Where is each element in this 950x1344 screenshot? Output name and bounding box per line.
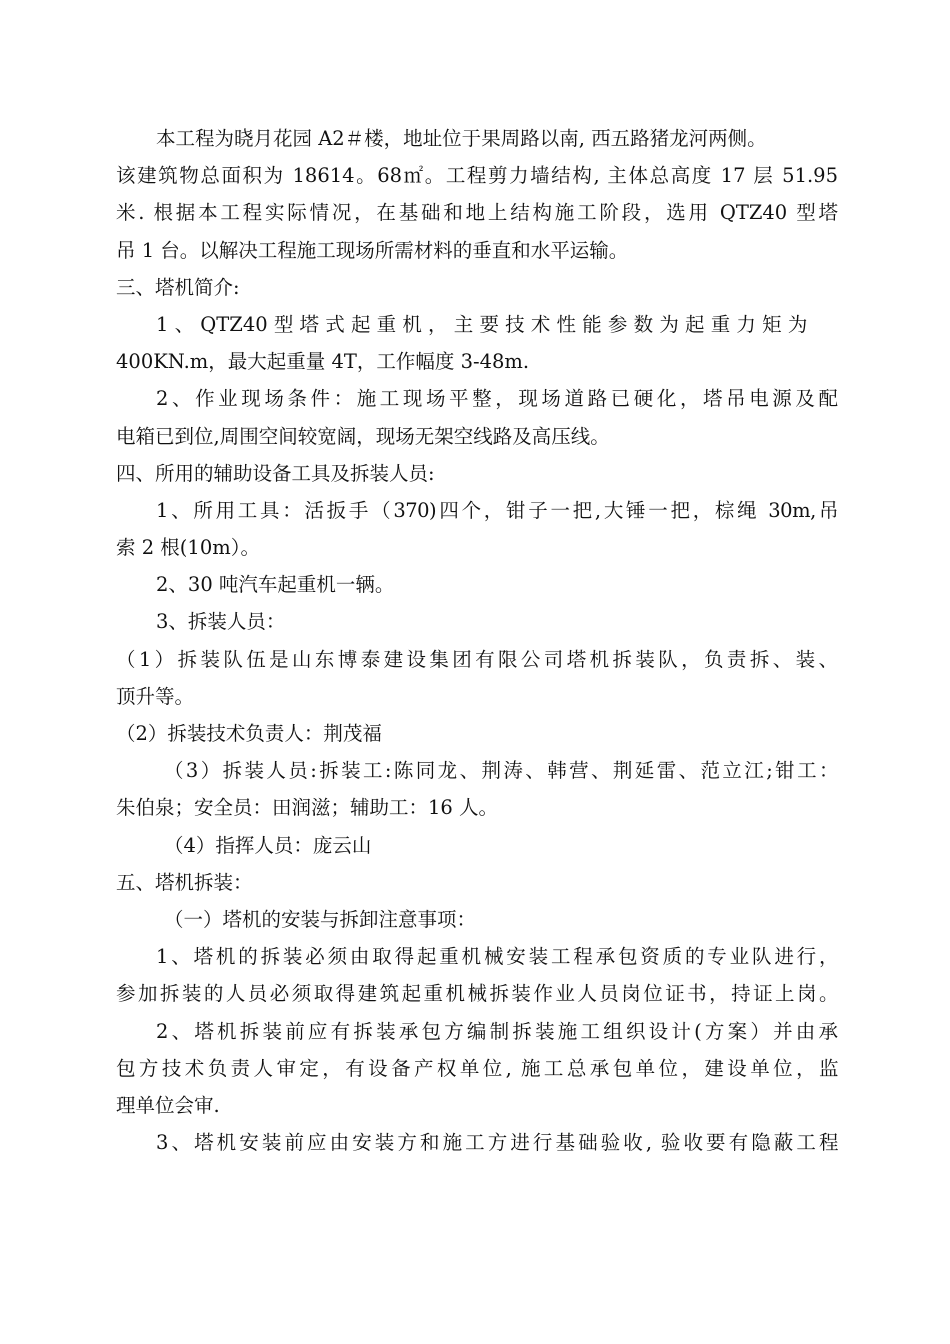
paragraph-line: 2、作业现场条件：施工现场平整，现场道路已硬化，塔吊电源及配 (156, 387, 838, 411)
paragraph-line: 顶升等。 (116, 684, 195, 708)
paragraph-line: 参加拆装的人员必须取得建筑起重机械拆装作业人员岗位证书，持证上岗。 (116, 982, 838, 1006)
paragraph-line: 2、30 吨汽车起重机一辆。 (156, 573, 395, 597)
paragraph-line: 3、塔机安装前应由安装方和施工方进行基础验收, 验收要有隐蔽工程 (156, 1131, 838, 1155)
paragraph-line: （4）指挥人员：庞云山 (164, 833, 372, 857)
paragraph-line: 理单位会审. (116, 1093, 220, 1117)
paragraph-line: 朱伯泉；安全员：田润滋；辅助工：16 人。 (116, 796, 499, 820)
section-heading: 五、塔机拆装： (116, 870, 253, 894)
paragraph-line: 2、塔机拆装前应有拆装承包方编制拆装施工组织设计(方案）并由承 (156, 1019, 838, 1043)
section-heading: 三、塔机简介: (116, 275, 240, 299)
paragraph-line: 吊 1 台。以解决工程施工现场所需材料的垂直和水平运输。 (116, 238, 629, 262)
paragraph-line: （3）拆装人员:拆装工:陈同龙、荆涛、韩营、荆延雷、范立江;钳工： (164, 759, 838, 783)
subsection-heading: （一）塔机的安装与拆卸注意事项： (164, 907, 477, 931)
paragraph-line: （2）拆装技术负责人：荆茂福 (116, 722, 382, 745)
paragraph-line: 400KN.m，最大起重量 4T，工作幅度 3-48m. (116, 350, 530, 374)
paragraph-line: 米. 根据本工程实际情况，在基础和地上结构施工阶段，选用 QTZ40 型塔 (116, 201, 838, 225)
paragraph-line: 本工程为晓月花园 A2＃楼，地址位于果周路以南, 西五路猪龙河两侧。 (156, 127, 767, 150)
paragraph-line: 索 2 根(10m）。 (116, 536, 260, 560)
section-heading: 四、所用的辅助设备工具及拆装人员: (116, 461, 435, 485)
paragraph-line: 1 、 QTZ40 型 塔 式 起 重 机 ， 主 要 技 术 性 能 参 数 为 起 重 力 矩 为 (156, 312, 808, 336)
paragraph-line: （1）拆装队伍是山东博泰建设集团有限公司塔机拆装队，负责拆、装、 (116, 647, 838, 671)
paragraph-line: 1、塔机的拆装必须由取得起重机械安装工程承包资质的专业队进行， (156, 945, 838, 969)
paragraph-line: 该建筑物总面积为 18614。68㎡。工程剪力墙结构, 主体总高度 17 层 51.95 (116, 164, 838, 188)
paragraph-line: 电箱已到位,周围空间较宽阔，现场无架空线路及高压线。 (116, 424, 610, 448)
paragraph-line: 包方技术负责人审定，有设备产权单位, 施工总承包单位，建设单位，监 (116, 1056, 838, 1080)
paragraph-line: 3、拆装人员： (156, 610, 286, 634)
document-body (116, 120, 838, 1161)
paragraph-line: 1、所用工具：活扳手（370)四个，钳子一把,大锤一把，棕绳 30m,吊 (156, 498, 838, 522)
